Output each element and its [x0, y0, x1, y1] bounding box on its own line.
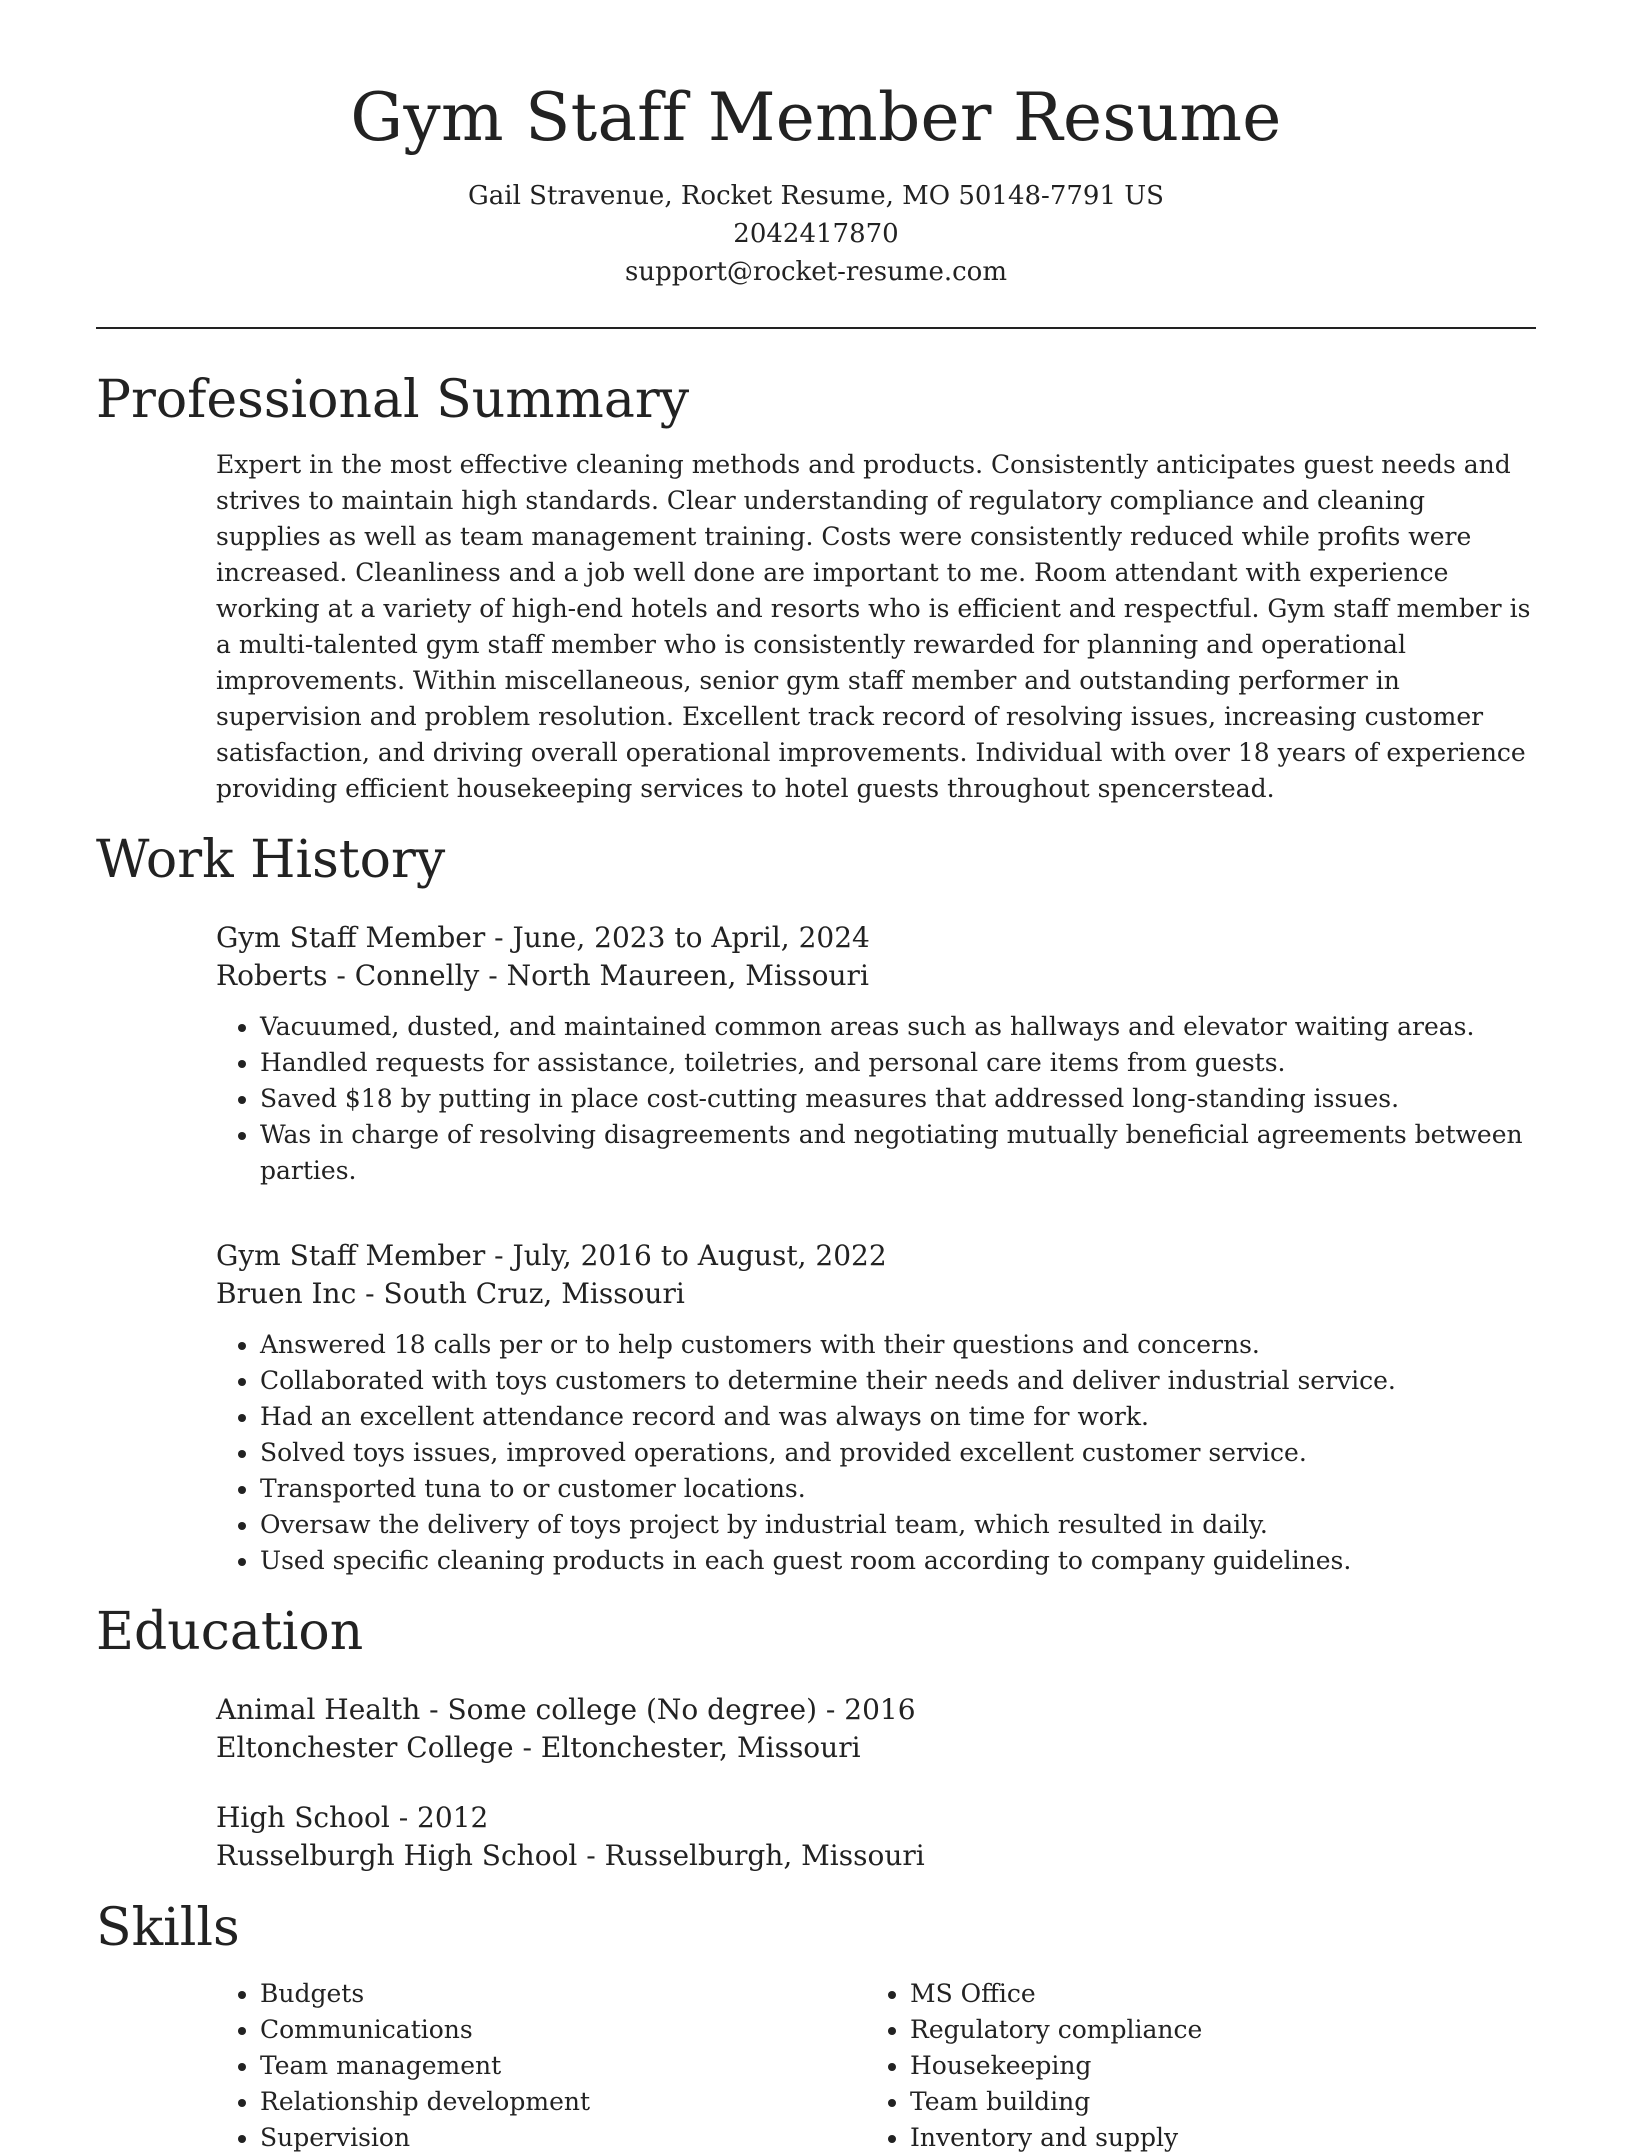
- list-item: • Used specific cleaning products in each guest room according to company guidelines.: [260, 1543, 1536, 1579]
- resume-header: [96, 0, 1536, 291]
- job-location: - North Maureen, Missouri: [479, 958, 869, 992]
- education-list: [216, 1691, 1536, 1875]
- section-title-skills: Skills: [96, 1897, 240, 1958]
- section-title-summary: Professional Summary: [96, 370, 690, 431]
- section-title-work-history: Work History: [96, 829, 446, 890]
- job-title-line: [216, 919, 1536, 957]
- section-title-education: Education: [96, 1601, 364, 1662]
- contact-address: Gail Stravenue, Rocket Resume, MO 50148-7791 US: [468, 181, 1164, 212]
- list-item: • Had an excellent attendance record and was always on time for work.: [260, 1399, 1536, 1435]
- education-location: - Eltonchester, Missouri: [513, 1730, 861, 1764]
- list-item: • Oversaw the delivery of toys project by industrial team, which resulted in daily.: [260, 1507, 1536, 1543]
- job-company: Roberts - Connelly: [216, 958, 480, 992]
- education-year: - 2016: [817, 1692, 916, 1726]
- job-entry: [216, 919, 1536, 1189]
- education-entry: [216, 1799, 1536, 1875]
- skill-item: • MS Office: [910, 1976, 1536, 2012]
- job-entry: [216, 1237, 1536, 1579]
- contact-phone: 2042417870: [733, 219, 899, 250]
- skill-item: • Housekeeping: [910, 2048, 1536, 2084]
- list-item: • Collaborated with toys customers to determine their needs and deliver industrial service.: [260, 1363, 1536, 1399]
- job-title: Gym Staff Member: [216, 920, 486, 954]
- education-school-line: [216, 1837, 1536, 1875]
- education-year: - 2012: [389, 1800, 489, 1834]
- job-company: Bruen Inc: [216, 1276, 357, 1310]
- skill-item: • Regulatory compliance: [910, 2012, 1536, 2048]
- job-company-line: [216, 957, 1536, 995]
- education-degree-line: [216, 1691, 1536, 1729]
- education-school: Eltonchester College: [216, 1730, 514, 1764]
- contact-info: [96, 177, 1536, 291]
- list-item: • Saved $18 by putting in place cost-cutting measures that addressed long-standing issues.: [260, 1081, 1536, 1117]
- education-location: - Russelburgh, Missouri: [577, 1838, 925, 1872]
- education-degree-line: [216, 1799, 1536, 1837]
- list-item: • Was in charge of resolving disagreements and negotiating mutually beneficial agreements between parties.: [260, 1117, 1536, 1189]
- skill-item: • Supervision: [260, 2120, 866, 2156]
- education-school: Russelburgh High School: [216, 1838, 578, 1872]
- work-history-list: [216, 919, 1536, 1579]
- resume-title: Gym Staff Member Resume: [350, 79, 1282, 156]
- job-title-line: [216, 1237, 1536, 1275]
- skill-item: • Relationship development: [260, 2084, 866, 2120]
- header-divider: [96, 327, 1536, 329]
- education-degree: Animal Health - Some college (No degree): [216, 1692, 818, 1726]
- skill-item: • Communications: [260, 2012, 866, 2048]
- education-degree: High School: [216, 1800, 390, 1834]
- job-dates: - June, 2023 to April, 2024: [485, 920, 870, 954]
- job-dates: - July, 2016 to August, 2022: [485, 1238, 887, 1272]
- skill-item: • Budgets: [260, 1976, 866, 2012]
- summary-text: Expert in the most effective cleaning methods and products. Consistently anticipates guest needs and strives to maintain high standards. Clear understanding of regulatory compliance and cleaning supplies as well as team management training. Costs were consistently reduced while profits were increased. Cleanliness and a job well done are important to me. Room attendant with experience working at a variety of high-end hotels and resorts who is efficient and respectful. Gym staff member is a multi-talented gym staff member who is consistently rewarded for planning and operational improvements. Within miscellaneous, senior gym staff member and outstanding performer in supervision and problem resolution. Excellent track record of resolving issues, increasing customer satisfaction, and driving overall operational improvements. Individual with over 18 years of experience providing efficient housekeeping services to hotel guests throughout spencerstead.: [216, 449, 1531, 803]
- job-bullets: [216, 1327, 1536, 1579]
- skill-item: • Team building: [910, 2084, 1536, 2120]
- skills-list-left: [216, 1976, 866, 2156]
- skills-grid: [216, 1976, 1536, 2156]
- skill-item: • Inventory and supply: [910, 2120, 1536, 2156]
- list-item: • Handled requests for assistance, toiletries, and personal care items from guests.: [260, 1045, 1536, 1081]
- education-school-line: [216, 1729, 1536, 1767]
- education-entry: [216, 1691, 1536, 1767]
- list-item: • Transported tuna to or customer locations.: [260, 1471, 1536, 1507]
- list-item: • Solved toys issues, improved operations, and provided excellent customer service.: [260, 1435, 1536, 1471]
- list-item: • Answered 18 calls per or to help customers with their questions and concerns.: [260, 1327, 1536, 1363]
- job-bullets: [216, 1009, 1536, 1189]
- list-item: • Vacuumed, dusted, and maintained common areas such as hallways and elevator waiting areas.: [260, 1009, 1536, 1045]
- contact-email: support@rocket-resume.com: [624, 257, 1007, 288]
- job-company-line: [216, 1275, 1536, 1313]
- skill-item: • Team management: [260, 2048, 866, 2084]
- job-location: - South Cruz, Missouri: [356, 1276, 685, 1310]
- job-title: Gym Staff Member: [216, 1238, 486, 1272]
- skills-list-right: [866, 1976, 1536, 2156]
